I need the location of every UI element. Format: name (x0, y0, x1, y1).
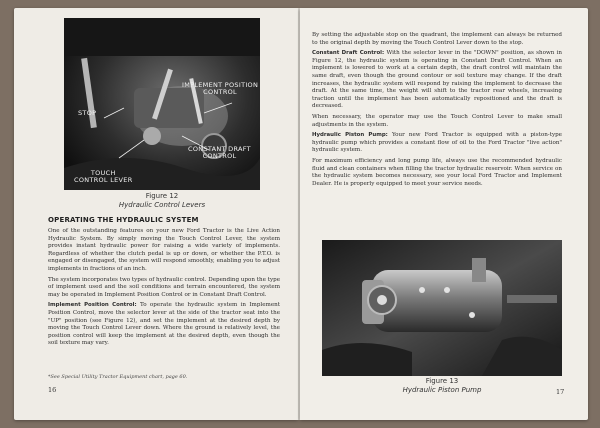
figure-title: Hydraulic Piston Pump (402, 386, 482, 394)
paragraph: By setting the adjustable stop on the quadrant, the implement can always be returned to the original depth by moving the Touch Control Lever down to the stop. (312, 32, 562, 46)
implement-position-paragraph (48, 302, 280, 348)
page-number: 16 (48, 386, 57, 394)
constant-draft-control-callout (188, 146, 251, 160)
implement-position-control-callout (182, 82, 258, 96)
callout-line: IMPLEMENT POSITION (182, 81, 259, 89)
left-body-text (48, 228, 280, 351)
figure-number: Figure 12 (145, 192, 179, 200)
constant-draft-paragraph (312, 50, 562, 111)
figure-13-photo (322, 240, 562, 376)
page-number: 17 (556, 388, 565, 396)
callout-line: CONTROL LEVER (74, 176, 133, 184)
stop-callout: STOP (78, 109, 97, 117)
callout-line: TOUCH (90, 169, 116, 177)
callout-line: CONSTANT DRAFT (188, 145, 251, 153)
touch-control-lever-callout (74, 170, 133, 184)
figure-12-caption (64, 192, 260, 210)
run-in-heading: Constant Draft Control: (312, 50, 385, 57)
section-heading: OPERATING THE HYDRAULIC SYSTEM (48, 216, 199, 224)
paragraph-body: To operate the hydraulic system in Implement Position Control, move the selector lever at the side of the tractor seat into the "UP" position (see Figure 12), and set the implement at the desired depth by moving the Touch Control Lever down. Where the ground is relatively level, the position control will keep the implement at the desired depth, even though the soil texture may vary. (48, 302, 280, 347)
left-page (14, 8, 298, 420)
run-in-heading: Hydraulic Piston Pump: (312, 132, 388, 139)
paragraph: For maximum efficiency and long pump life, always use the recommended hydraulic fluid and clean containers when filling the tractor hydraulic reservoir. When service on the hydraulic system becomes necessary, see your local Ford Tractor and Implement Dealer. He is properly equipped to meet your service needs. (312, 157, 562, 187)
right-page (300, 8, 588, 420)
run-in-heading: Implement Position Control: (48, 302, 137, 309)
figure-12-photo (64, 18, 260, 190)
figure-number: Figure 13 (425, 377, 459, 385)
paragraph: When necessary, the operator may use the Touch Control Lever to make small adjustments in the system. (312, 113, 562, 128)
paragraph-body: Your new Ford Tractor is equipped with a piston-type hydraulic pump which provides a constant flow of oil to the Ford Tractor "live action" hydraulic system. (312, 132, 562, 154)
footnote: *See Special Utility Tractor Equipment chart, page 60. (48, 374, 188, 380)
paragraph: The system incorporates two types of hydraulic control. Depending upon the type of implement used and the soil conditions and terrain encountered, the system may be operated in Implement Position Control or in Constant Draft Control. (48, 276, 281, 298)
paragraph: One of the outstanding features on your new Ford Tractor is the Live Action Hydraulic System. By simply moving the Touch Control Lever, the system provides instant hydraulic power for raising a wide variety of implements. Regardless of whether the clutch pedal is up or down, or whether the P.T.O. is engaged or disengaged, the system will respond smoothly, enabling you to adjust implements in fractions of an inch. (48, 228, 280, 272)
callout-line: CONTROL (203, 88, 237, 96)
right-body-text (312, 32, 562, 191)
figure-title: Hydraulic Control Levers (118, 201, 206, 209)
paragraph-body: With the selector lever in the "DOWN" position, as shown in Figure 12, the hydraulic system is operating in Constant Draft Control. When an implement is lowered to work at a certain depth, the draft control will maintain the same draft, even though the ground contour or soil texture may change. If the draft increases, the hydraulic system will respond by raising the implement to decrease the draft. At the same time, the weight will shift to the tractor rear wheels, increasing traction until the implement has been automatically repositioned and the draft is decreased. (312, 50, 562, 110)
callout-line: CONTROL (202, 152, 237, 160)
figure-13-caption (322, 377, 565, 396)
piston-pump-paragraph (312, 132, 562, 155)
